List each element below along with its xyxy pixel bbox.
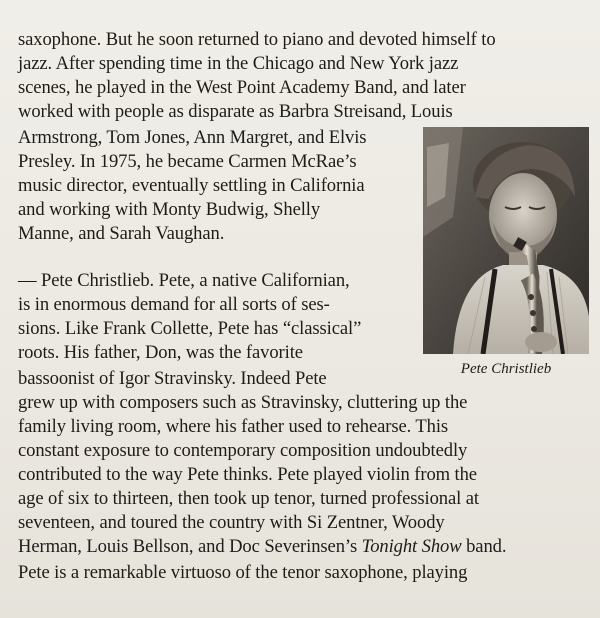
body-text-line: Presley. In 1975, he became Carmen McRae’s: [18, 151, 357, 172]
body-text-line: Manne, and Sarah Vaughan.: [18, 223, 225, 244]
body-text-line: — Pete Christlieb. Pete, a native Californian,: [18, 270, 350, 291]
body-text-line: scenes, he played in the West Point Academy Band, and later: [18, 77, 466, 98]
photo-caption: Pete Christlieb: [460, 361, 552, 377]
italic-title: Tonight Show: [361, 536, 462, 557]
body-text-line: family living room, where his father used to rehearse. This: [18, 416, 449, 437]
body-text-line: saxophone. But he soon returned to piano and devoted himself to: [18, 29, 496, 50]
text-run: band.: [461, 536, 507, 557]
saxophonist-photo: [423, 127, 589, 354]
body-text-line: seventeen, and toured the country with Si Zentner, Woody: [18, 512, 445, 533]
body-text-line: and working with Monty Budwig, Shelly: [18, 199, 321, 220]
body-text-line: jazz. After spending time in the Chicago and New York jazz: [18, 53, 459, 74]
body-text-line: roots. His father, Don, was the favorite: [18, 342, 303, 363]
body-text-line: constant exposure to contemporary composition undoubtedly: [18, 440, 468, 461]
body-text-line: worked with people as disparate as Barbra Streisand, Louis: [18, 101, 453, 122]
body-text-line: grew up with composers such as Stravinsky, cluttering up the: [18, 392, 468, 413]
body-text-line: age of six to thirteen, then took up tenor, turned professional at: [18, 488, 479, 509]
body-text-line: [18, 535, 506, 559]
body-text-line: bassoonist of Igor Stravinsky. Indeed Pete: [18, 368, 327, 389]
body-text-line: sions. Like Frank Collette, Pete has “classical”: [18, 318, 362, 339]
body-text-line: Pete is a remarkable virtuoso of the tenor saxophone, playing: [18, 562, 468, 583]
body-text-line: is in enormous demand for all sorts of ses-: [18, 294, 330, 315]
body-text-line: music director, eventually settling in California: [18, 175, 365, 196]
text-run: Herman, Louis Bellson, and Doc Severinsen’s: [18, 536, 362, 557]
body-text-line: Armstrong, Tom Jones, Ann Margret, and Elvis: [18, 127, 367, 148]
body-text-line: contributed to the way Pete thinks. Pete played violin from the: [18, 464, 477, 485]
